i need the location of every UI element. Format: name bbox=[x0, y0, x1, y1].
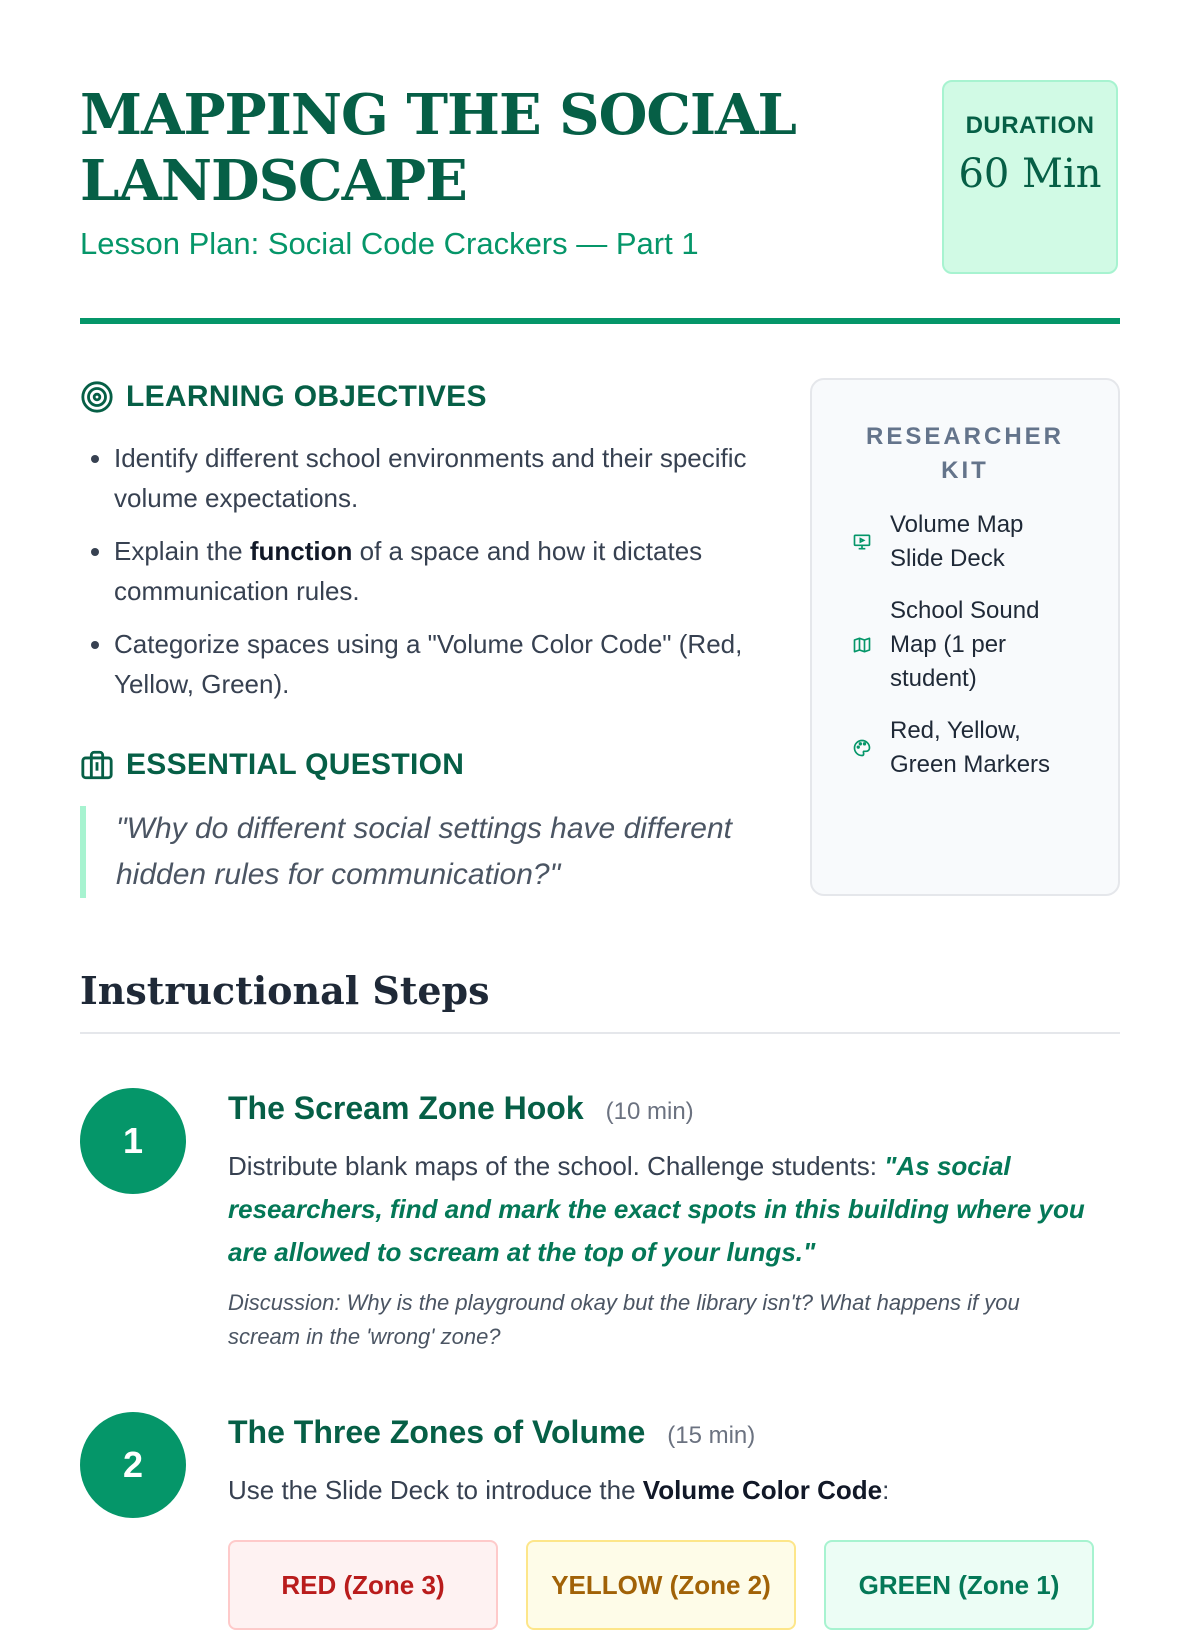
step-number-badge: 2 bbox=[80, 1412, 186, 1518]
steps-divider bbox=[80, 1032, 1120, 1034]
essential-question-heading-text: ESSENTIAL QUESTION bbox=[126, 748, 465, 781]
volume-zones bbox=[228, 1540, 1122, 1630]
step-time: (15 min) bbox=[667, 1422, 756, 1449]
step-title-row bbox=[228, 1414, 1088, 1451]
objectives-heading bbox=[80, 380, 487, 414]
presentation-icon bbox=[852, 532, 872, 552]
researcher-kit bbox=[810, 378, 1120, 896]
objective-item: • Explain the function of a space and how it dictates communication rules. bbox=[114, 531, 814, 611]
step-title-row bbox=[228, 1090, 1088, 1127]
header-divider bbox=[80, 318, 1120, 324]
kit-item bbox=[812, 594, 1118, 696]
steps-heading: Instructional Steps bbox=[80, 968, 490, 1013]
duration-value: 60 Min bbox=[958, 151, 1102, 197]
kit-item bbox=[812, 714, 1118, 782]
step-title: The Scream Zone Hook bbox=[228, 1090, 584, 1126]
step-content bbox=[228, 1414, 1088, 1512]
objectives-heading-text: LEARNING OBJECTIVES bbox=[126, 380, 487, 413]
step-description: Distribute blank maps of the school. Challenge students: "As social researchers, find and mark the exact spots in this building where you are allowed to scream at the top of your lungs." bbox=[228, 1151, 1085, 1267]
zone-card-green: GREEN (Zone 1) bbox=[824, 1540, 1094, 1630]
kit-item-label: Red, Yellow, Green Markers bbox=[890, 717, 1051, 778]
page-subtitle: Lesson Plan: Social Code Crackers — Part 1 bbox=[80, 226, 699, 261]
step-time: (10 min) bbox=[605, 1098, 694, 1125]
essential-question-quote: "Why do different social settings have different hidden rules for communication?" bbox=[80, 806, 796, 898]
palette-icon bbox=[852, 738, 872, 758]
zone-card-yellow: YELLOW (Zone 2) bbox=[526, 1540, 796, 1630]
essential-question-heading bbox=[80, 748, 464, 782]
duration-label: DURATION bbox=[965, 112, 1095, 139]
kit-item bbox=[812, 508, 1118, 576]
page-title: MAPPING THE SOCIAL LANDSCAPE bbox=[80, 82, 796, 214]
step-description: Use the Slide Deck to introduce the Volume Color Code: bbox=[228, 1475, 890, 1505]
kit-title: RESEARCHER KIT bbox=[865, 423, 1065, 484]
kit-list bbox=[812, 508, 1118, 782]
step-title: The Three Zones of Volume bbox=[228, 1414, 646, 1450]
objective-item: • Identify different school environments and their specific volume expectations. bbox=[114, 438, 814, 518]
objectives-list bbox=[80, 438, 814, 717]
duration-badge bbox=[942, 80, 1118, 274]
objective-emphasis: function bbox=[249, 536, 353, 566]
kit-item-label: Volume Map Slide Deck bbox=[890, 511, 1024, 572]
target-icon bbox=[80, 380, 114, 414]
step-challenge-quote: "As social researchers, find and mark the exact spots in this building where you are allowed to scream at the top of your lungs." bbox=[228, 1151, 1085, 1267]
step-number-badge: 1 bbox=[80, 1088, 186, 1194]
zone-card-red: RED (Zone 3) bbox=[228, 1540, 498, 1630]
step-content bbox=[228, 1090, 1088, 1354]
step-emphasis: Volume Color Code bbox=[642, 1475, 883, 1505]
kit-item-label: School Sound Map (1 per student) bbox=[890, 597, 1040, 692]
map-icon bbox=[852, 635, 872, 655]
lesson-plan-page bbox=[80, 0, 1120, 1600]
step-discussion-note: Discussion: Why is the playground okay but the library isn't? What happens if you scream in the 'wrong' zone? bbox=[228, 1290, 1020, 1349]
building-icon bbox=[80, 748, 114, 782]
objective-item: • Categorize spaces using a "Volume Color Code" (Red, Yellow, Green). bbox=[114, 624, 814, 704]
